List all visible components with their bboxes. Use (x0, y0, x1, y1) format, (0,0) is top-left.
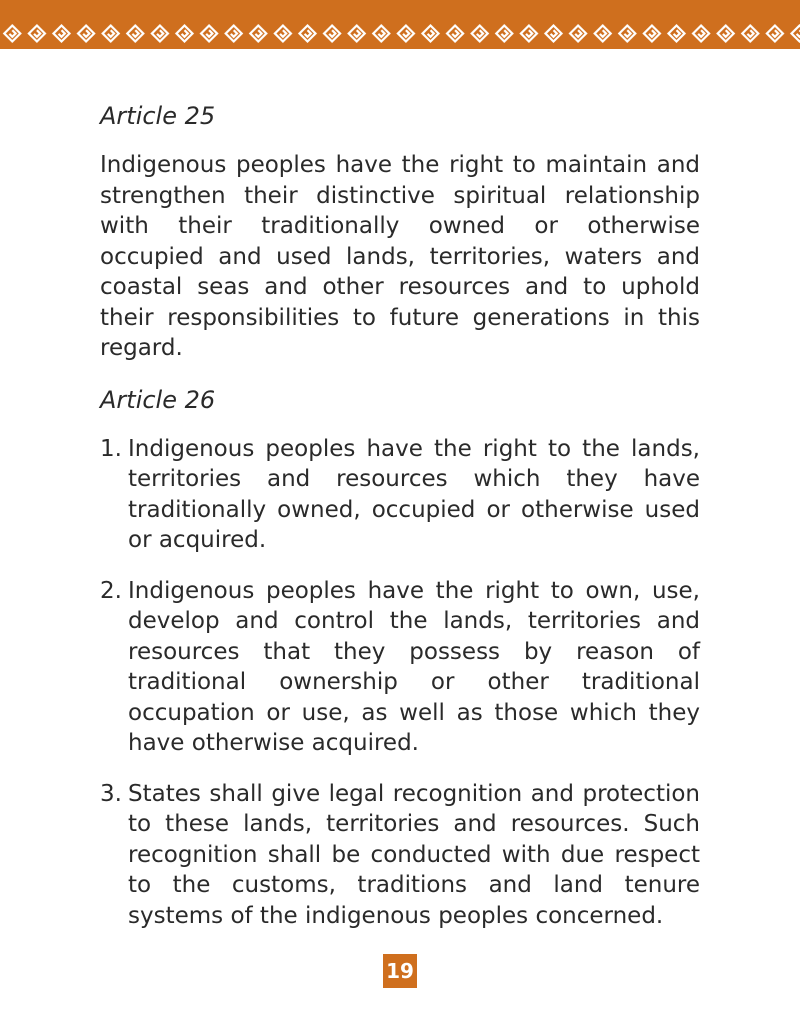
list-item-number: 2. (100, 577, 122, 604)
page-content (100, 100, 700, 951)
list-item-number: 3. (100, 780, 122, 807)
top-decorative-band (0, 0, 800, 49)
list-item-text: Indigenous peoples have the right to the lands, territories and resources which they have traditionally owned, occupied or otherwise used or acquired. (128, 435, 700, 553)
article-26-heading: Article 26 (100, 385, 216, 414)
article-25-heading: Article 25 (100, 102, 216, 130)
list-item-number: 1. (100, 435, 122, 462)
list-item (100, 434, 700, 556)
page-number: 19 (383, 954, 417, 988)
article-26-list (100, 434, 700, 932)
spiral-diamond-pattern-icon (0, 0, 800, 49)
list-item-text: Indigenous peoples have the right to own, use, develop and control the lands, territories and resources that they possess by reason of traditional ownership or other traditional occupation or use, as well as those which they have otherwise acquired. (128, 577, 700, 756)
list-item (100, 779, 700, 932)
article-25-body: Indigenous peoples have the right to maintain and strengthen their distinctive spiritual relationship with their traditionally owned or otherwise occupied and used lands, territories, waters and coastal seas and other resources and to uphold their responsibilities to future generations in this regard. (100, 152, 700, 361)
list-item-text: States shall give legal recognition and protection to these lands, territories and resources. Such recognition shall be conducted with due respect to the customs, traditions and land tenure systems of the indigenous peoples concerned. (128, 780, 700, 929)
list-item (100, 576, 700, 759)
